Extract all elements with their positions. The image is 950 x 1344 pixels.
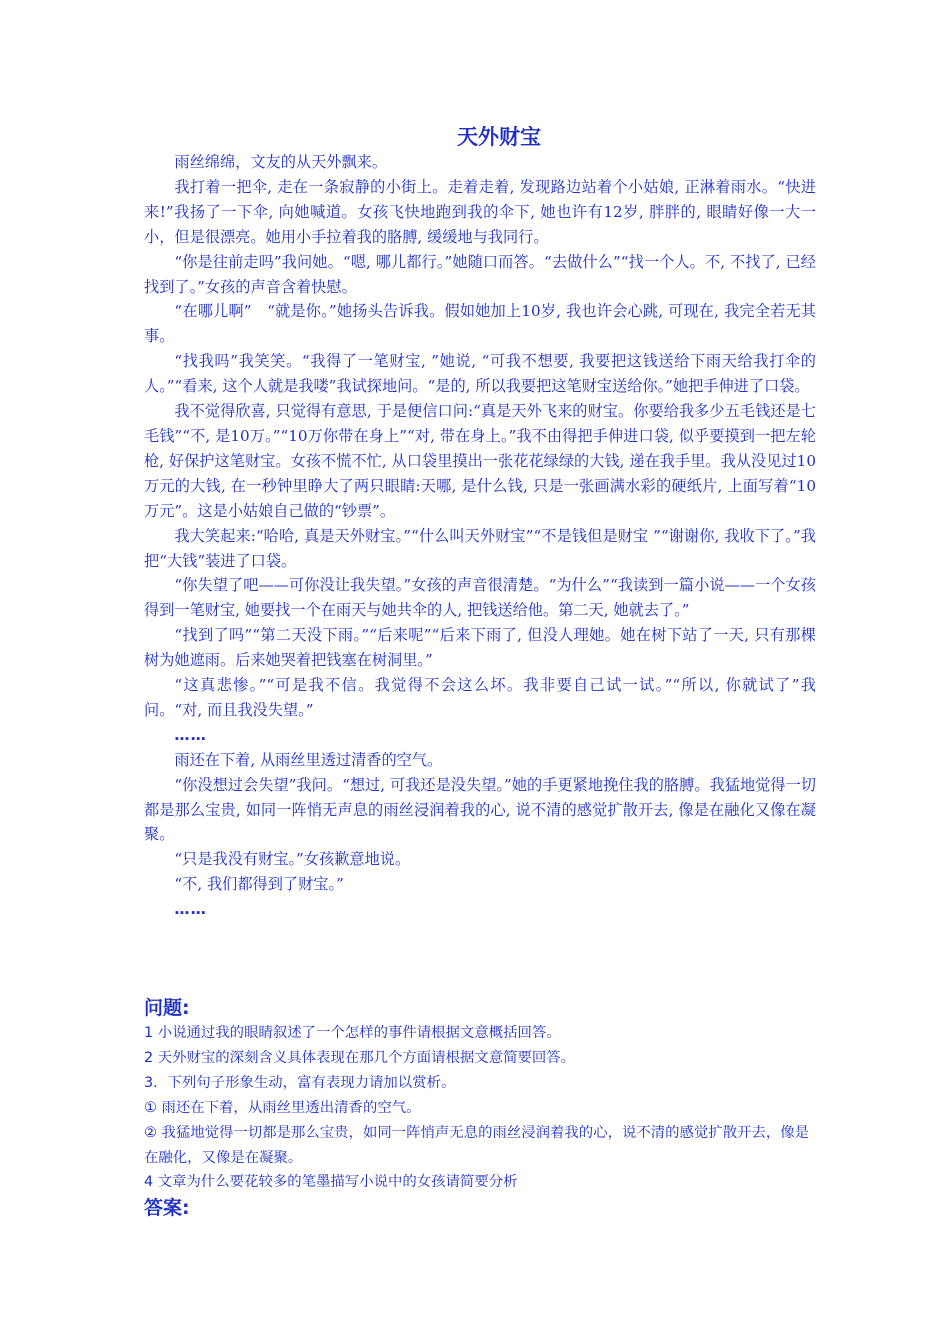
story-paragraph: 我大笑起来:“哈哈, 真是天外财宝。”“什么叫天外财宝”“不是钱但是财宝 ”“谢谢你, 我收下了。”我把“大钱”装进了口袋。 — [144, 526, 816, 570]
story-ellipsis: …… — [174, 900, 207, 919]
answer-heading: 答案: — [144, 1197, 190, 1220]
questions-section — [144, 995, 816, 1221]
story-paragraph: “找我吗”我笑笑。“我得了一笔财宝, ”她说, “可我不想要, 我要把这钱送给下雨天给我打伞的人。”“看来, 这个人就是我喽”我试探地问。“是的, 所以我要把这笔财宝送给你。”她把手伸进了口袋。 — [144, 352, 816, 396]
question-item: 4 文章为什么要花较多的笔墨描写小说中的女孩请简要分析 — [144, 1174, 518, 1191]
story-paragraph: “找到了吗”“第二天没下雨。”“后来呢”“后来下雨了, 但没人理她。她在树下站了一天, 只有那棵树为她遮雨。后来她哭着把钱塞在树洞里。” — [144, 626, 816, 670]
question-item: 1 小说通过我的眼睛叙述了一个怎样的事件请根据文意概括回答。 — [144, 1025, 561, 1041]
story-body — [144, 150, 816, 922]
story-paragraph: “只是我没有财宝。”女孩歉意地说。 — [174, 850, 411, 869]
story-paragraph: “这真悲惨。”“可是我不信。我觉得不会这么坏。我非要自己试一试。”“所以, 你就试了”我问。“对, 而且我没失望。” — [144, 676, 816, 719]
question-item: ① 雨还在下着，从雨丝里透出清香的空气。 — [144, 1099, 421, 1116]
story-paragraph: 我不觉得欣喜, 只觉得有意思, 于是便信口问:“真是天外飞来的财宝。你要给我多少五毛钱还是七毛钱”“不, 是10万。”“10万你带在身上”“对, 带在身上。”我不由得把手伸进口袋, 似乎要摸到一把左轮枪, 好保护这笔财宝。女孩不慌不忙, 从口袋里摸出一张花花绿绿的大钱, 递在我手里。我从没见过10万元的大钱, 在一秒钟里睁大了两只眼睛:天哪, 是什么钱, 只是一张画满水彩的硬纸片, 上面写着“10万元”。这是小姑娘自己做的“钞票”。 — [144, 402, 816, 520]
question-item: 3．下列句子形象生动，富有表现力请加以赏析。 — [144, 1074, 456, 1091]
question-item: 2 天外财宝的深刻含义具体表现在那几个方面请根据文意简要回答。 — [144, 1049, 576, 1066]
question-item: ② 我猛地觉得一切都是那么宝贵，如同一阵悄声无息的雨丝浸润着我的心，说不清的感觉扩散开去，像是在融化，又像是在凝聚。 — [144, 1124, 810, 1166]
story-paragraph: 我打着一把伞, 走在一条寂静的小街上。走着走着, 发现路边站着个小姑娘, 正淋着雨水。“快进来!”我扬了一下伞, 向她喊道。女孩飞快地跑到我的伞下, 她也许有12岁, 胖胖的, 眼睛好像一大一小，但是很漂亮。她用小手拉着我的胳膊, 缓缓地与我同行。 — [144, 177, 816, 246]
story-paragraph: “你没想过会失望”我问。“想过, 可我还是没失望。”她的手更紧地挽住我的胳膊。我猛地觉得一切都是那么宝贵, 如同一阵悄无声息的雨丝浸润着我的心, 说不清的感觉扩散开去, 像是在融化又像在凝聚。 — [144, 775, 816, 844]
document-title: 天外财宝 — [457, 125, 541, 149]
questions-heading: 问题: — [144, 997, 190, 1019]
story-paragraph: 雨还在下着, 从雨丝里透过清香的空气。 — [174, 750, 443, 769]
story-paragraph: “你是往前走吗”我问她。“嗯, 哪儿都行。”她随口而答。“去做什么”“找一个人。不, 不找了, 已经找到了。”女孩的声音含着快慰。 — [144, 252, 816, 296]
story-paragraph: 雨丝绵绵，文友的从天外飘来。 — [174, 153, 388, 171]
story-paragraph: “不, 我们都得到了财宝。” — [174, 875, 344, 894]
story-paragraph: “你失望了吧——可你没让我失望。”女孩的声音很清楚。“为什么”“我读到一篇小说——一个女孩得到一笔财宝, 她要找一个在雨天与她共伞的人, 把钱送给他。第二天, 她就去了。” — [144, 576, 816, 620]
story-paragraph: “在哪儿啊” “就是你。”她扬头告诉我。假如她加上10岁, 我也许会心跳, 可现在, 我完全若无其事。 — [144, 302, 816, 346]
story-ellipsis: …… — [174, 725, 207, 744]
